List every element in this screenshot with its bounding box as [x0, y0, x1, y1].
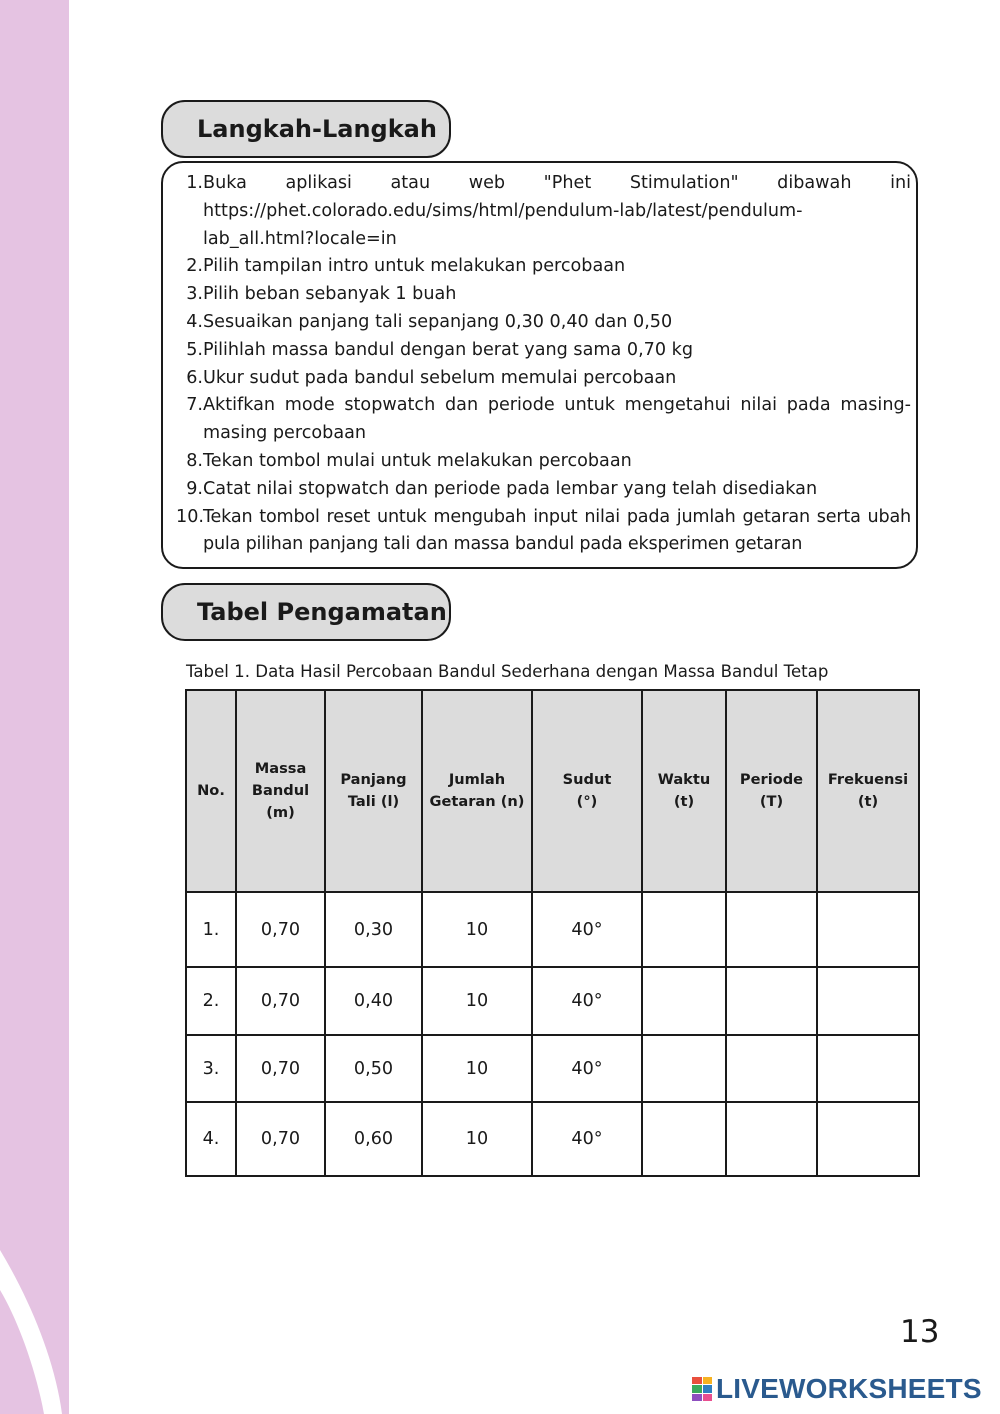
column-header: [642, 690, 726, 892]
answer-cell[interactable]: [642, 1035, 726, 1102]
table-cell: 40°: [532, 967, 642, 1035]
column-header-line: Bandul: [251, 782, 310, 799]
answer-cell[interactable]: [726, 892, 817, 967]
step-item: [176, 253, 911, 281]
step-number: 3.: [186, 284, 203, 305]
table-row: [186, 1102, 919, 1176]
table-caption: Tabel 1. Data Hasil Percobaan Bandul Sederhana dengan Massa Bandul Tetap: [186, 662, 829, 681]
logo-grid-cell: [703, 1394, 713, 1401]
column-header-line: Panjang: [340, 771, 407, 788]
step-text: Sesuaikan panjang tali sepanjang 0,30 0,40 dan 0,50: [203, 311, 673, 332]
column-header-line: Sudut: [562, 771, 612, 788]
step-text: Pilih beban sebanyak 1 buah: [203, 284, 457, 305]
table-row: [186, 1035, 919, 1102]
table-cell: 4.: [186, 1102, 236, 1176]
column-header-line: Getaran (n): [429, 793, 525, 810]
step-text: Pilih tampilan intro untuk melakukan percobaan: [203, 256, 626, 277]
column-header-line: No.: [197, 782, 225, 799]
column-header-line: Waktu: [657, 771, 711, 788]
logo-grid-cell: [703, 1377, 713, 1384]
table-cell: 1.: [186, 892, 236, 967]
step-item: [176, 392, 911, 448]
step-text: Tekan tombol mulai untuk melakukan percobaan: [203, 450, 632, 471]
table-cell: 40°: [532, 1102, 642, 1176]
column-header: [817, 690, 919, 892]
column-header-line: (m): [266, 804, 295, 821]
step-number: 1.: [186, 173, 203, 193]
table-cell: 0,50: [325, 1035, 422, 1102]
table-cell: 0,40: [325, 967, 422, 1035]
observation-table: [185, 689, 920, 1177]
step-number: 2.: [186, 256, 203, 277]
answer-cell[interactable]: [642, 967, 726, 1035]
table-cell: 10: [422, 892, 532, 967]
page-number: 13: [900, 1314, 940, 1350]
step-text: Tekan tombol reset untuk mengubah input nilai pada jumlah getaran serta ubah pula pilihan panjang tali dan massa bandul pada eksperimen getaran: [203, 506, 911, 555]
table-cell: 40°: [532, 1035, 642, 1102]
step-text: Ukur sudut pada bandul sebelum memulai percobaan: [203, 367, 677, 388]
table-cell: 10: [422, 1035, 532, 1102]
column-header-line: (t): [673, 793, 695, 810]
liveworksheets-grid-icon: [692, 1377, 712, 1401]
table-section-title: Tabel Pengamatan: [161, 583, 451, 641]
table-row: [186, 892, 919, 967]
steps-list: [176, 170, 911, 559]
table-cell: 0,70: [236, 892, 325, 967]
step-number: 6.: [186, 367, 203, 388]
step-number: 5.: [186, 339, 203, 360]
logo-text: LIVEWORKSHEETS: [716, 1373, 982, 1404]
column-header-line: Massa: [254, 760, 307, 777]
step-item: [176, 337, 911, 365]
column-header: [186, 690, 236, 892]
table-row: [186, 967, 919, 1035]
table-body: [186, 892, 919, 1176]
step-item: [176, 504, 911, 560]
side-decoration-arc: [0, 0, 69, 1414]
answer-cell[interactable]: [817, 892, 919, 967]
step-text: Buka aplikasi atau web "Phet Stimulation" dibawah ini https://phet.colorado.edu/sims/html/pendulum-lab/latest/pendulum-lab_all.html?locale=in: [203, 173, 911, 249]
column-header: [726, 690, 817, 892]
table-cell: 3.: [186, 1035, 236, 1102]
table-cell: 10: [422, 1102, 532, 1176]
step-item: [176, 309, 911, 337]
column-header-line: (T): [759, 793, 784, 810]
column-header: [532, 690, 642, 892]
step-item: [176, 448, 911, 476]
logo-grid-cell: [703, 1385, 713, 1392]
column-header-line: Jumlah: [448, 771, 506, 788]
column-header-line: (t): [857, 793, 879, 810]
step-item: [176, 476, 911, 504]
step-number: 10.: [176, 506, 204, 527]
step-number: 9.: [186, 478, 203, 499]
column-header: [422, 690, 532, 892]
answer-cell[interactable]: [726, 967, 817, 1035]
step-text: Catat nilai stopwatch dan periode pada lembar yang telah disediakan: [203, 478, 818, 499]
table-cell: 40°: [532, 892, 642, 967]
step-text: Pilihlah massa bandul dengan berat yang sama 0,70 kg: [203, 339, 693, 360]
answer-cell[interactable]: [726, 1102, 817, 1176]
steps-section-title: Langkah-Langkah: [161, 100, 451, 158]
logo-grid-cell: [692, 1394, 702, 1401]
step-number: 7.: [186, 395, 203, 416]
step-number: 4.: [186, 311, 203, 332]
column-header-line: (°): [576, 793, 598, 810]
logo-grid-cell: [692, 1377, 702, 1384]
column-header-line: Periode: [739, 771, 804, 788]
answer-cell[interactable]: [642, 1102, 726, 1176]
table-cell: 2.: [186, 967, 236, 1035]
step-item: [176, 170, 911, 253]
logo-grid-cell: [692, 1385, 702, 1392]
column-header-line: Frekuensi: [827, 771, 909, 788]
table-cell: 0,70: [236, 967, 325, 1035]
table-cell: 0,70: [236, 1035, 325, 1102]
table-cell: 0,70: [236, 1102, 325, 1176]
step-number: 8.: [186, 450, 203, 471]
answer-cell[interactable]: [642, 892, 726, 967]
column-header: [325, 690, 422, 892]
table-header-row: [186, 690, 919, 892]
table-cell: 0,30: [325, 892, 422, 967]
column-header: [236, 690, 325, 892]
step-item: [176, 365, 911, 393]
column-header-line: Tali (l): [347, 793, 400, 810]
answer-cell[interactable]: [817, 1102, 919, 1176]
liveworksheets-logo: [692, 1372, 982, 1406]
answer-cell[interactable]: [726, 1035, 817, 1102]
answer-cell[interactable]: [817, 1035, 919, 1102]
answer-cell[interactable]: [817, 967, 919, 1035]
table-cell: 10: [422, 967, 532, 1035]
step-item: [176, 281, 911, 309]
table-cell: 0,60: [325, 1102, 422, 1176]
step-text: Aktifkan mode stopwatch dan periode untuk mengetahui nilai pada masing-masing percobaan: [203, 395, 911, 444]
